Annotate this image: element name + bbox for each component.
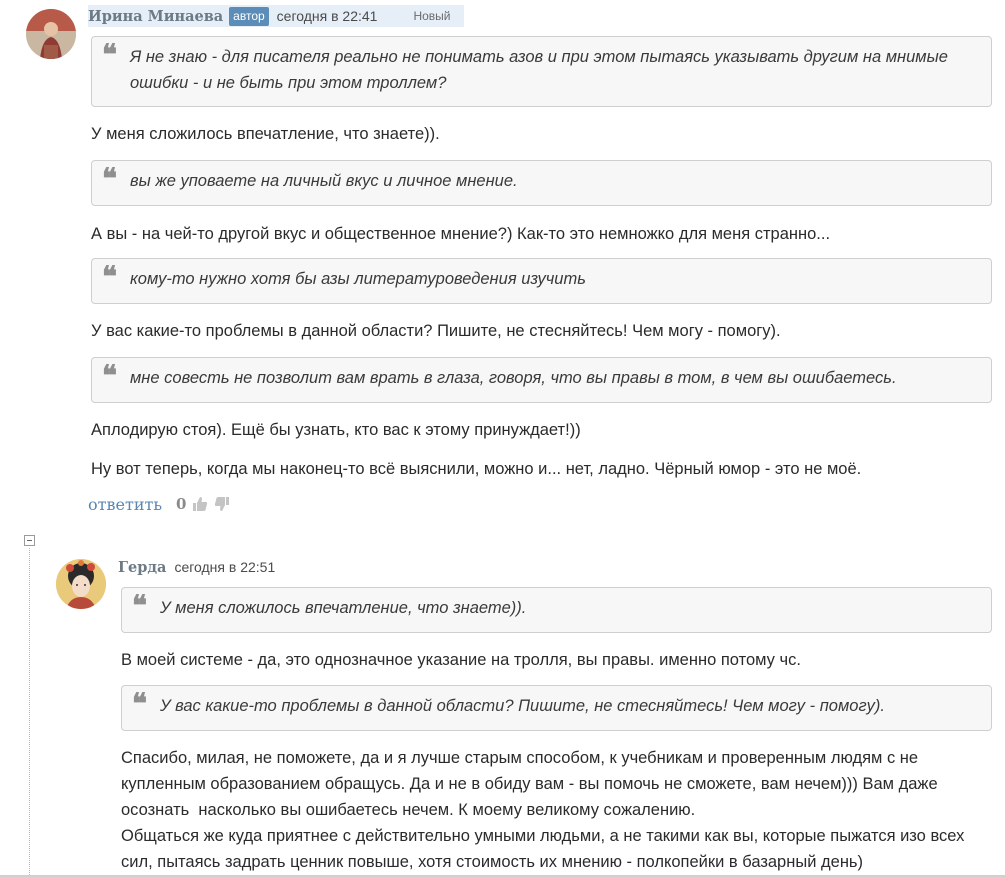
paragraph: Аплодирую стоя). Ещё бы узнать, кто вас к этому принуждает!)) bbox=[91, 421, 581, 439]
quote-mark-icon: ❝ bbox=[102, 162, 118, 195]
avatar-irina[interactable] bbox=[26, 9, 76, 59]
thread-line bbox=[29, 548, 31, 877]
author-name[interactable]: Ирина Минаева bbox=[88, 7, 224, 25]
paragraph: У вас какие-то проблемы в данной области? Пишите, не стесняйтесь! Чем могу - помогу). bbox=[91, 322, 781, 340]
quote-mark-icon: ❝ bbox=[102, 359, 118, 392]
quote-mark-icon: ❝ bbox=[102, 38, 118, 71]
collapse-thread-toggle[interactable] bbox=[24, 535, 35, 546]
quote-text: кому-то нужно хотя бы азы литературоведения изучить bbox=[130, 270, 586, 288]
avatar-gerda[interactable] bbox=[56, 559, 106, 609]
vote-score: 0 bbox=[176, 495, 187, 513]
quote-mark-icon: ❝ bbox=[132, 589, 148, 622]
author-badge: автор bbox=[229, 7, 269, 26]
reply-link[interactable]: ответить bbox=[88, 494, 163, 514]
avatar-image-icon bbox=[26, 9, 76, 59]
quote-mark-icon: ❝ bbox=[102, 260, 118, 293]
quote-block bbox=[91, 357, 992, 403]
paragraph-long: Спасибо, милая, не поможете, да и я лучше старым способом, к учебникам и проверенным людям с не купленным образованием обращусь. Да и не в обиду вам - вы помочь не сможете, вам нечем))) Вам даже осознать насколько вы ошибаетесь нечем. К моему великому сожалению. Общаться же куда приятнее с действительно умными людьми, а не такими как вы, которые пыжатся изо всех сил, пытаясь задрать ценник повыше, хотя стоимость их мнению - полкопейки в базарный день) bbox=[121, 749, 965, 871]
quote-text: Я не знаю - для писателя реально не понимать азов и при этом пытаясь указывать другим на мнимые ошибки - и не быть при этом троллем? bbox=[130, 48, 948, 92]
quote-text: вы же уповаете на личный вкус и личное мнение. bbox=[130, 172, 518, 190]
paragraph: В моей системе - да, это однозначное указание на тролля, вы правы. именно потому чс. bbox=[121, 651, 801, 669]
comment-time[interactable]: сегодня в 22:41 bbox=[276, 8, 378, 24]
quote-mark-icon: ❝ bbox=[132, 687, 148, 720]
avatar-image-icon bbox=[56, 559, 106, 609]
thumbs-down-icon[interactable] bbox=[214, 496, 230, 512]
paragraph: У меня сложилось впечатление, что знаете)). bbox=[91, 125, 440, 143]
comment-actions bbox=[88, 492, 230, 516]
quote-block bbox=[91, 160, 992, 206]
paragraph: А вы - на чей-то другой вкус и общественное мнение?) Как-то это немножко для меня странно... bbox=[91, 225, 831, 243]
paragraph: Ну вот теперь, когда мы наконец-то всё выяснили, можно и... нет, ладно. Чёрный юмор - это не моё. bbox=[91, 460, 862, 478]
comment-time[interactable]: сегодня в 22:51 bbox=[174, 559, 276, 575]
comment-header bbox=[118, 556, 275, 578]
comment-header bbox=[88, 5, 451, 27]
quote-text: У вас какие-то проблемы в данной области? Пишите, не стесняйтесь! Чем могу - помогу). bbox=[160, 697, 885, 715]
new-label: Новый bbox=[413, 9, 451, 23]
quote-text: У меня сложилось впечатление, что знаете)). bbox=[160, 599, 527, 617]
quote-text: мне совесть не позволит вам врать в глаза, говоря, что вы правы в том, в чем вы ошибаетесь. bbox=[130, 369, 897, 387]
quote-block bbox=[121, 587, 992, 633]
quote-block bbox=[91, 36, 992, 107]
author-name[interactable]: Герда bbox=[118, 558, 167, 576]
quote-block bbox=[121, 685, 992, 731]
quote-block bbox=[91, 258, 992, 304]
thumbs-up-icon[interactable] bbox=[192, 496, 208, 512]
